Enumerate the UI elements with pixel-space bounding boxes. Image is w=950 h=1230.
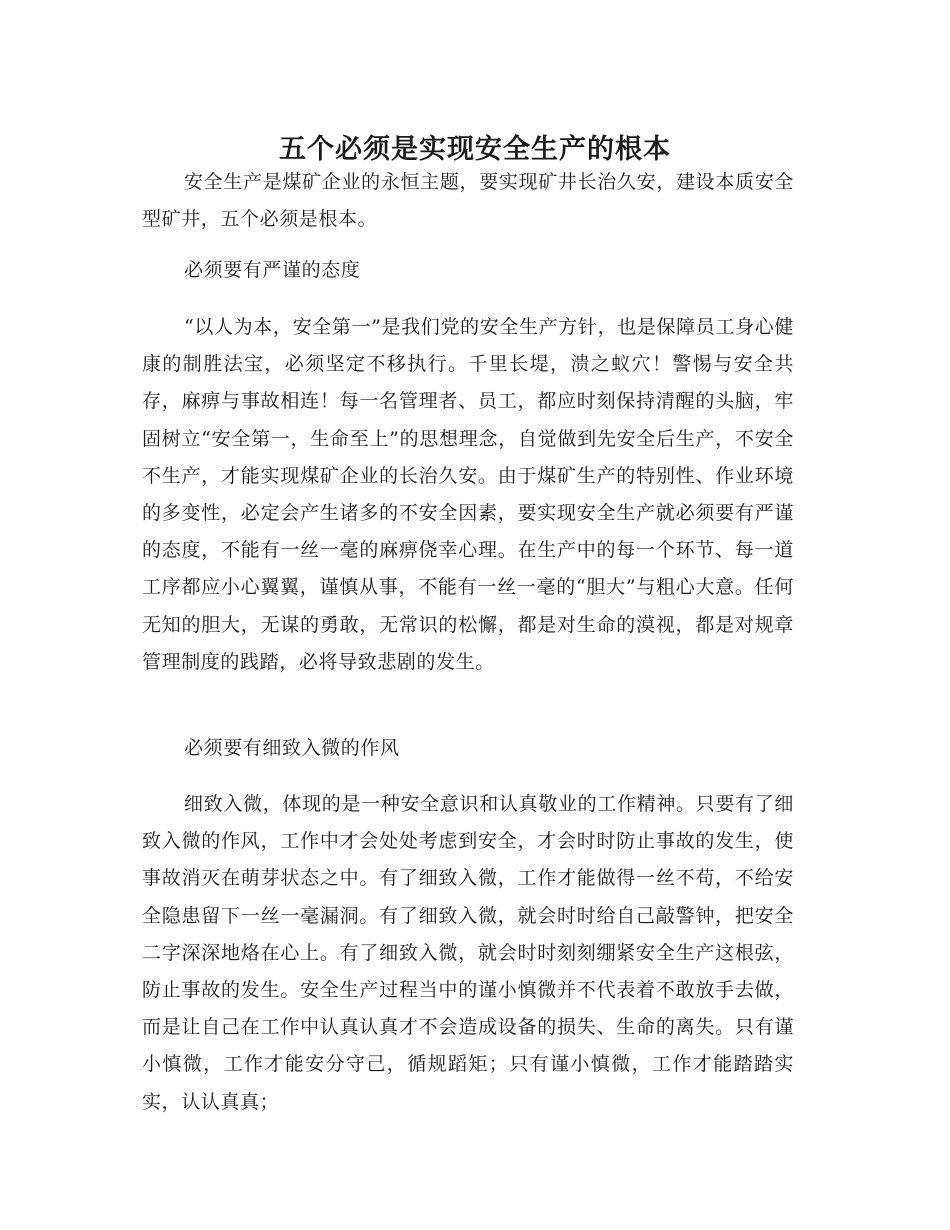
section-heading-attitude: 必须要有严谨的态度 — [184, 259, 361, 281]
section-body-attitude: “以人为本，安全第一”是我们党的安全生产方针，也是保障员工身心健康的制胜法宝，必须坚定不移执行。千里长堤，溃之蚁穴！警惕与安全共存，麻痹与事故相连！每一名管理者、员工，都应时刻保持清醒的头脑，牢固树立“安全第一，生命至上”的思想理念，自觉做到先安全后生产，不安全不生产，才能实现煤矿企业的长治久安。由于煤矿生产的特别性、作业环境的多变性，必定会产生诸多的不安全因素，要实现安全生产就必须要有严谨的态度，不能有一丝一毫的麻痹侥幸心理。在生产中的每一个环节、每一道工序都应小心翼翼，谨慎从事，不能有一丝一毫的“胆大”与粗心大意。任何无知的胆大，无谋的勇敢，无常识的松懈，都是对生命的漠视，都是对规章管理制度的践踏，必将导致悲剧的发生。 — [142, 316, 794, 673]
section-body-style: 细致入微，体现的是一种安全意识和认真敬业的工作精神。只要有了细致入微的作风，工作中才会处处考虑到安全，才会时时防止事故的发生，使事故消灭在萌芽状态之中。有了细致入微，工作才能做得一丝不苟，不给安全隐患留下一丝一毫漏洞。有了细致入微，就会时时给自己敲警钟，把安全二字深深地烙在心上。有了细致入微，就会时时刻刻绷紧安全生产这根弦，防止事故的发生。安全生产过程当中的谨小慎微并不代表着不敢放手去做，而是让自己在工作中认真认真才不会造成设备的损失、生命的离失。只有谨小慎微，工作才能安分守己，循规蹈矩；只有谨小慎微，工作才能踏踏实实，认认真真； — [142, 793, 794, 1113]
section-heading-style: 必须要有细致入微的作风 — [184, 737, 400, 759]
intro-paragraph: 安全生产是煤矿企业的永恒主题，要实现矿井长治久安，建设本质安全型矿井，五个必须是根本。 — [142, 171, 794, 231]
document-title: 五个必须是实现安全生产的根本 — [279, 134, 671, 166]
